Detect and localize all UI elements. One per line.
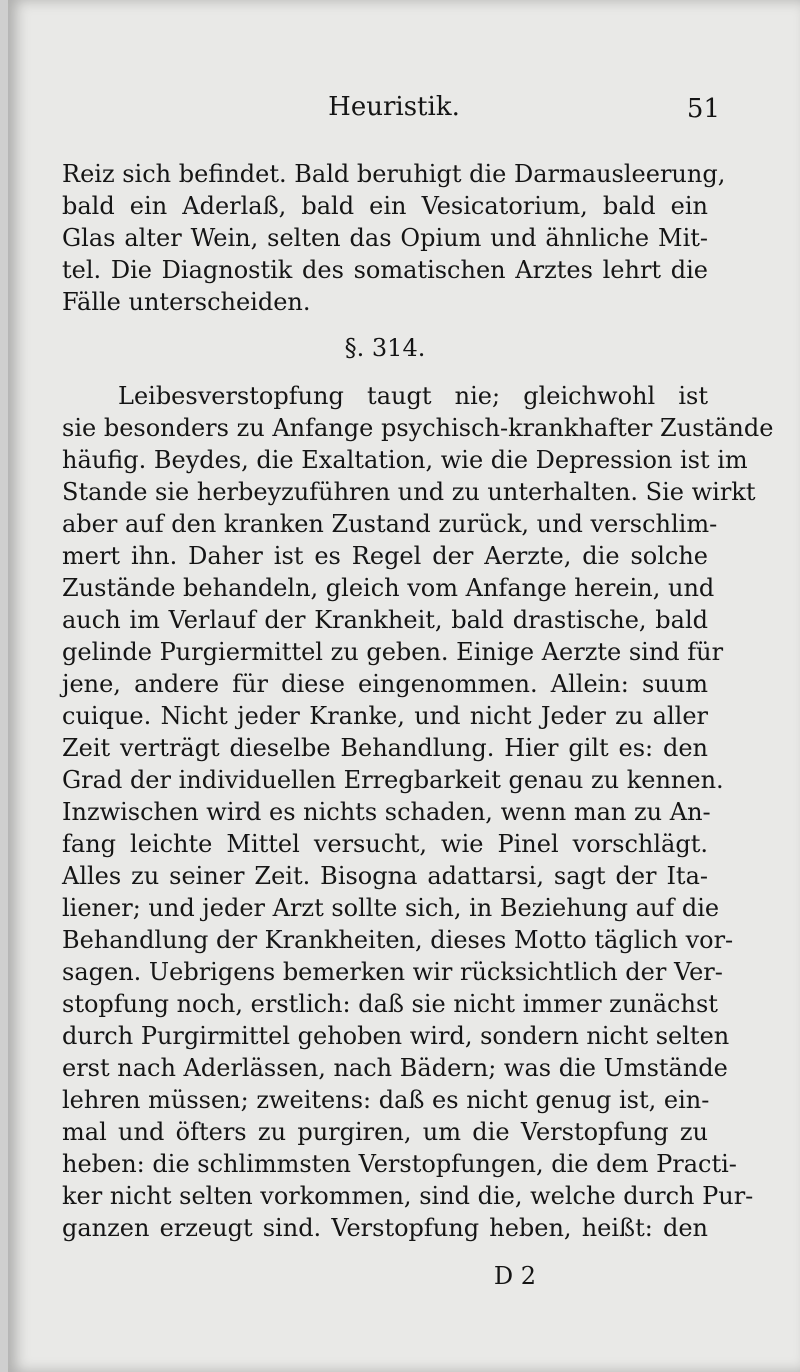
page-header xyxy=(68,92,720,132)
text-line: jene, andere für diese eingenommen. Allein: suum xyxy=(62,670,708,698)
text-line: durch Purgirmittel gehoben wird, sondern nicht selten xyxy=(62,1022,730,1050)
text-line: auch im Verlauf der Krankheit, bald drastische, bald xyxy=(62,606,708,634)
text-line: bald ein Aderlaß, bald ein Vesicatorium, bald ein xyxy=(62,192,708,220)
text-line: Inzwischen wird es nichts schaden, wenn man zu An- xyxy=(62,798,711,826)
text-line: fang leichte Mittel versucht, wie Pinel vorschlägt. xyxy=(62,830,708,858)
text-line: Grad der individuellen Erregbarkeit genau zu kennen. xyxy=(62,766,724,794)
text-line: mal und öfters zu purgiren, um die Verstopfung zu xyxy=(62,1118,708,1146)
text-line: Leibesverstopfung taugt nie; gleichwohl ist xyxy=(118,382,708,410)
text-line: ker nicht selten vorkommen, sind die, welche durch Pur- xyxy=(62,1182,754,1210)
text-line: Zustände behandeln, gleich vom Anfange herein, und xyxy=(62,574,715,602)
page-number: 51 xyxy=(686,94,720,124)
text-line: ganzen erzeugt sind. Verstopfung heben, heißt: den xyxy=(62,1214,708,1242)
text-line: lehren müssen; zweitens: daß es nicht genug ist, ein- xyxy=(62,1086,710,1114)
text-line: Zeit verträgt dieselbe Behandlung. Hier gilt es: den xyxy=(62,734,708,762)
text-line: tel. Die Diagnostik des somatischen Arztes lehrt die xyxy=(62,256,708,284)
text-line: häufig. Beydes, die Exaltation, wie die Depression ist im xyxy=(62,446,748,474)
text-line: Reiz sich befindet. Bald beruhigt die Darmausleerung, xyxy=(62,160,726,188)
text-line: Fälle unterscheiden. xyxy=(62,288,311,316)
text-line: Alles zu seiner Zeit. Bisogna adattarsi, sagt der Ita- xyxy=(62,862,708,890)
text-line: stopfung noch, erstlich: daß sie nicht immer zunächst xyxy=(62,990,718,1018)
text-line: erst nach Aderlässen, nach Bädern; was die Umstände xyxy=(62,1054,728,1082)
running-title: Heuristik. xyxy=(328,92,460,122)
text-line: Behandlung der Krankheiten, dieses Motto täglich vor- xyxy=(62,926,734,954)
text-line: mert ihn. Daher ist es Regel der Aerzte, die solche xyxy=(62,542,708,570)
signature-mark xyxy=(62,1262,708,1290)
signature-text: D 2 xyxy=(493,1262,537,1290)
text-line: Stande sie herbeyzuführen und zu unterhalten. Sie wirkt xyxy=(62,478,756,506)
text-line: aber auf den kranken Zustand zurück, und verschlim- xyxy=(62,510,718,538)
text-line: gelinde Purgiermittel zu geben. Einige Aerzte sind für xyxy=(62,638,724,666)
text-line: liener; und jeder Arzt sollte sich, in Beziehung auf die xyxy=(62,894,720,922)
text-line: sie besonders zu Anfange psychisch-krankhafter Zustände xyxy=(62,414,774,442)
text-line: cuique. Nicht jeder Kranke, und nicht Jeder zu aller xyxy=(62,702,708,730)
section-heading: §. 314. xyxy=(344,334,426,362)
text-line: sagen. Uebrigens bemerken wir rücksichtlich der Ver- xyxy=(62,958,723,986)
text-line: heben: die schlimmsten Verstopfungen, die dem Practi- xyxy=(62,1150,737,1178)
text-line: Glas alter Wein, selten das Opium und ähnliche Mit- xyxy=(62,224,708,252)
